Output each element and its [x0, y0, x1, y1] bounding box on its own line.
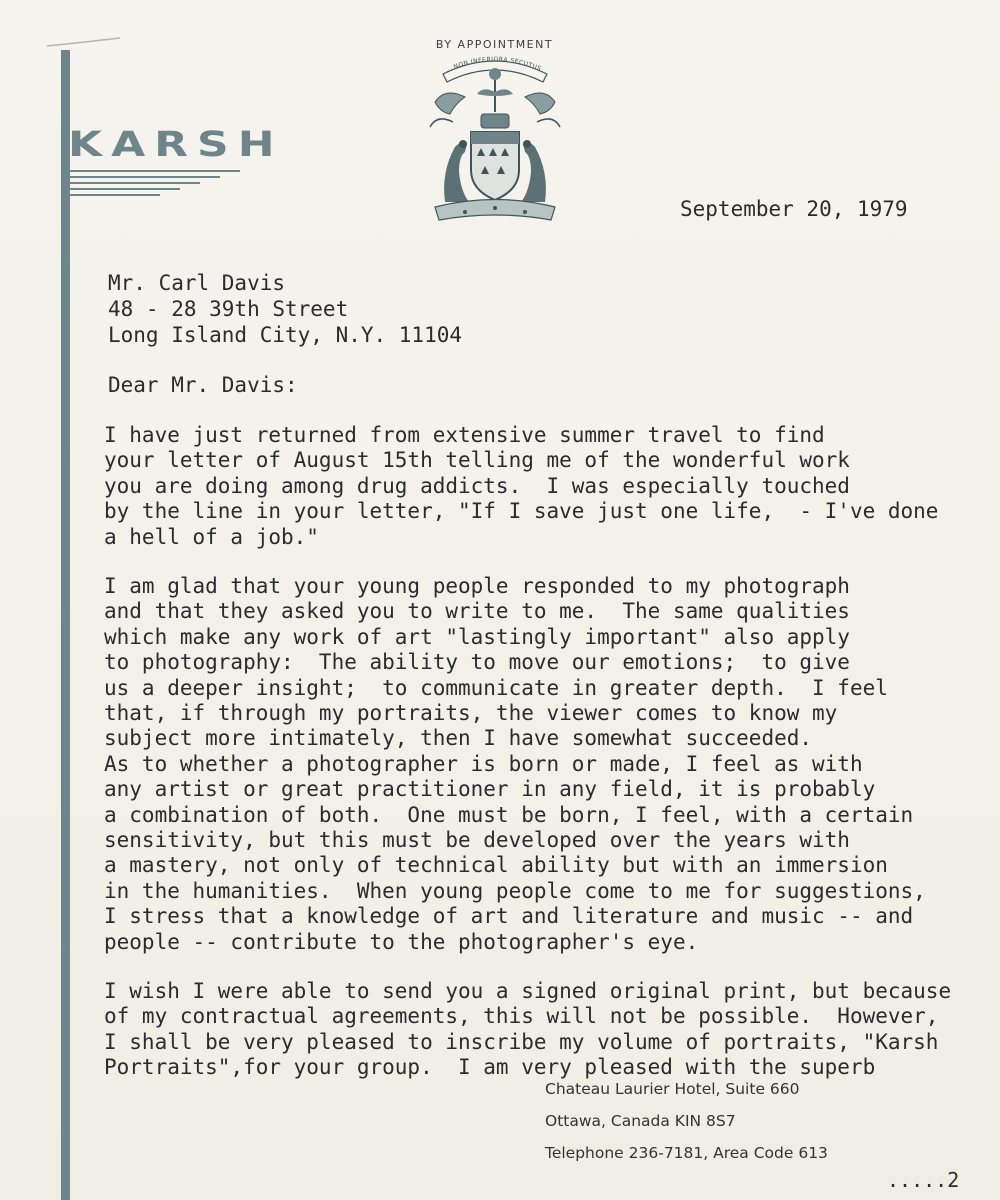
letter-date: September 20, 1979 [680, 197, 908, 221]
paragraph-line: I stress that a knowledge of art and literature and music -- and [104, 904, 914, 929]
paragraph-1 [104, 423, 938, 550]
paper-speck [45, 32, 125, 52]
letterhead-footer-address [545, 1080, 828, 1176]
paragraph-line: a combination of both. One must be born, I feel, with a certain [104, 802, 914, 827]
paragraph-line: of my contractual agreements, this will not be possible. However, [104, 1004, 939, 1029]
paragraph-line: Portraits",for your group. I am very pleased with the superb [104, 1055, 876, 1080]
paragraph-line: I have just returned from extensive summer travel to find [104, 423, 825, 447]
paragraph-line: which make any work of art "lastingly important" also apply [104, 624, 850, 649]
paragraph-line: in the humanities. When young people come to me for suggestions, [104, 878, 926, 903]
footer-city: Ottawa, Canada KIN 8S7 [545, 1112, 736, 1130]
recipient-street: 48 - 28 39th Street [108, 297, 349, 321]
paragraph-line: people -- contribute to the photographer's eye. [104, 929, 699, 954]
recipient-city: Long Island City, N.Y. 11104 [108, 323, 463, 347]
recipient-address [108, 270, 462, 348]
salutation: Dear Mr. Davis: [108, 373, 298, 397]
paragraph-line: a hell of a job." [104, 524, 319, 549]
letterhead-vertical-rule [61, 50, 70, 1200]
page-continuation: .....2 [887, 1168, 960, 1192]
by-appointment-caption: BY APPOINTMENT [435, 38, 554, 51]
paragraph-line: I am glad that your young people responded to my photograph [104, 574, 850, 598]
paragraph-line: I wish I were able to send you a signed original print, but because [104, 979, 952, 1003]
karsh-logo: KARSH [68, 124, 284, 165]
paragraph-line: any artist or great practitioner in any field, it is probably [104, 777, 876, 802]
paragraph-line: a mastery, not only of technical ability but with an immersion [104, 853, 888, 878]
paragraph-line: you are doing among drug addicts. I was especially touched [104, 473, 850, 498]
paragraph-line: and that they asked you to write to me. The same qualities [104, 599, 850, 624]
paragraph-3 [104, 979, 951, 1081]
footer-hotel: Chateau Laurier Hotel, Suite 660 [545, 1080, 800, 1098]
footer-telephone: Telephone 236-7181, Area Code 613 [545, 1144, 828, 1162]
logo-speed-lines [70, 170, 240, 200]
paragraph-line: us a deeper insight; to communicate in greater depth. I feel [104, 675, 888, 700]
paragraph-line: by the line in your letter, "If I save just one life, - I've done [104, 499, 939, 524]
paragraph-line: that, if through my portraits, the viewer comes to know my [104, 701, 838, 726]
paragraph-line: to photography: The ability to move our emotions; to give [104, 650, 850, 675]
recipient-name: Mr. Carl Davis [108, 271, 286, 295]
paragraph-line: sensitivity, but this must be developed over the years with [104, 828, 850, 853]
paragraph-line: I shall be very pleased to inscribe my volume of portraits, "Karsh [104, 1029, 939, 1054]
paragraph-line: your letter of August 15th telling me of the wonderful work [104, 448, 850, 473]
paragraph-2 [104, 574, 926, 955]
paragraph-line: As to whether a photographer is born or made, I feel as with [104, 751, 863, 776]
paragraph-line: subject more intimately, then I have somewhat succeeded. [104, 726, 813, 751]
crest-motto: NON INFERIORA SECUTUS [452, 55, 543, 73]
coat-of-arms-icon [425, 52, 565, 227]
